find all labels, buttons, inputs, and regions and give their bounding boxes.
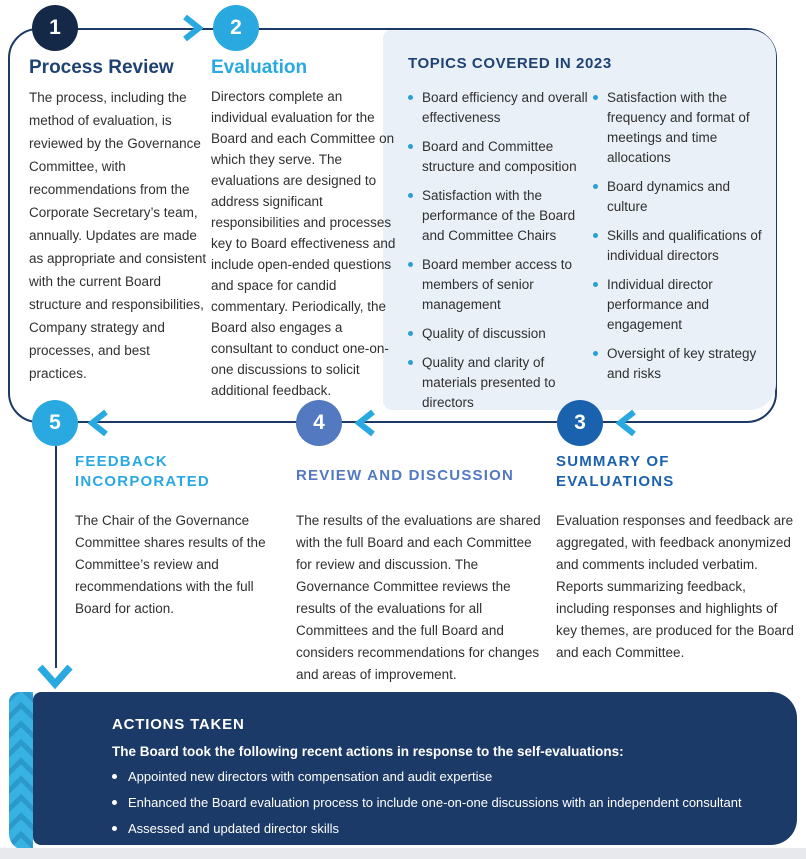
topics-columns bbox=[408, 88, 766, 422]
bullet-dot-icon bbox=[593, 95, 598, 100]
bullet-dot-icon bbox=[408, 360, 413, 365]
topics-heading: TOPICS COVERED IN 2023 bbox=[408, 55, 612, 72]
step-2-title: Evaluation bbox=[211, 57, 308, 78]
topic-item: Satisfaction with the performance of the Board and Committee Chairs bbox=[408, 186, 593, 246]
step-4-badge: 4 bbox=[296, 400, 342, 446]
chevron-right-icon bbox=[181, 14, 203, 42]
topic-item: Satisfaction with the frequency and format of meetings and time allocations bbox=[593, 88, 763, 168]
actions-heading: ACTIONS TAKEN bbox=[112, 716, 245, 733]
topics-covered-panel bbox=[383, 30, 776, 410]
step-2-description: Directors complete an individual evaluation for the Board and each Committee on which they serve. The evaluations are designed to address significant responsibilities and processes key to Board effectiveness and include open-ended questions and space for candid commentary. Periodically, the Board also engages a consultant to conduct one-on-one discussions to solicit additional feedback. bbox=[211, 89, 396, 398]
topic-item: Skills and qualifications of individual directors bbox=[593, 226, 763, 266]
actions-taken-panel bbox=[33, 692, 797, 845]
bullet-dot-icon bbox=[408, 262, 413, 267]
step-3-description: Evaluation responses and feedback are aggregated, with feedback anonymized and comments included verbatim. Reports summarizing feedback, including responses and highlights of key themes, are produced for the Board and each Committee. bbox=[556, 513, 794, 660]
chevron-left-icon bbox=[355, 409, 377, 437]
topic-item: Board efficiency and overall effectiveness bbox=[408, 88, 593, 128]
topic-item: Oversight of key strategy and risks bbox=[593, 344, 763, 384]
step-1-title: Process Review bbox=[29, 57, 174, 78]
chevron-left-icon bbox=[616, 409, 638, 437]
step-3-title: SUMMARY OF EVALUATIONS bbox=[556, 453, 675, 490]
chevron-left-icon bbox=[88, 409, 110, 437]
bullet-dot-icon bbox=[593, 282, 598, 287]
topics-left-column bbox=[408, 88, 593, 422]
topic-item: Individual director performance and engagement bbox=[593, 275, 763, 335]
step-2-badge: 2 bbox=[213, 5, 259, 51]
bullet-dot-icon bbox=[112, 800, 117, 805]
action-item: Assessed and updated director skills bbox=[112, 820, 785, 837]
step-1-description: The process, including the method of evaluation, is reviewed by the Governance Committee, with recommendations from the Corporate Secretary’s team, annually. Updates are made as appropriate and consistent with the current Board structure and responsibilities, Company strategy and processes, and best practices. bbox=[29, 90, 207, 381]
bullet-dot-icon bbox=[112, 774, 117, 779]
topic-item: Board member access to members of senior management bbox=[408, 255, 593, 315]
chevron-pattern-strip bbox=[9, 692, 33, 850]
step-5-title: FEEDBACK INCORPORATED bbox=[75, 453, 210, 490]
topic-item: Quality and clarity of materials presented to directors bbox=[408, 353, 593, 413]
topic-item: Board dynamics and culture bbox=[593, 177, 763, 217]
connector-line bbox=[55, 446, 57, 668]
bullet-dot-icon bbox=[593, 233, 598, 238]
bullet-dot-icon bbox=[408, 193, 413, 198]
actions-intro: The Board took the following recent actions in response to the self-evaluations: bbox=[112, 744, 624, 759]
step-4-title: REVIEW AND DISCUSSION bbox=[296, 467, 514, 484]
step-5-badge: 5 bbox=[32, 400, 78, 446]
topic-item: Quality of discussion bbox=[408, 324, 593, 344]
bullet-dot-icon bbox=[408, 331, 413, 336]
bullet-dot-icon bbox=[408, 95, 413, 100]
bullet-dot-icon bbox=[112, 826, 117, 831]
chevron-down-icon bbox=[36, 664, 74, 690]
action-item: Enhanced the Board evaluation process to include one-on-one discussions with an independent consultant bbox=[112, 794, 785, 811]
bullet-dot-icon bbox=[408, 144, 413, 149]
bullet-dot-icon bbox=[593, 184, 598, 189]
actions-list bbox=[112, 768, 785, 837]
step-4-description: The results of the evaluations are shared with the full Board and each Committee for review and discussion. The Governance Committee reviews the results of the evaluations for all Committees and the full Board and considers recommendations for changes and areas of improvement. bbox=[296, 513, 541, 682]
step-5-description: The Chair of the Governance Committee shares results of the Committee’s review and recommendations with the full Board for action. bbox=[75, 513, 266, 616]
bullet-dot-icon bbox=[593, 351, 598, 356]
topic-item: Board and Committee structure and composition bbox=[408, 137, 593, 177]
page-edge-bar bbox=[0, 848, 806, 859]
step-1-badge: 1 bbox=[32, 5, 78, 51]
step-3-badge: 3 bbox=[557, 400, 603, 446]
action-item: Appointed new directors with compensation and audit expertise bbox=[112, 768, 785, 785]
topics-right-column bbox=[593, 88, 763, 422]
